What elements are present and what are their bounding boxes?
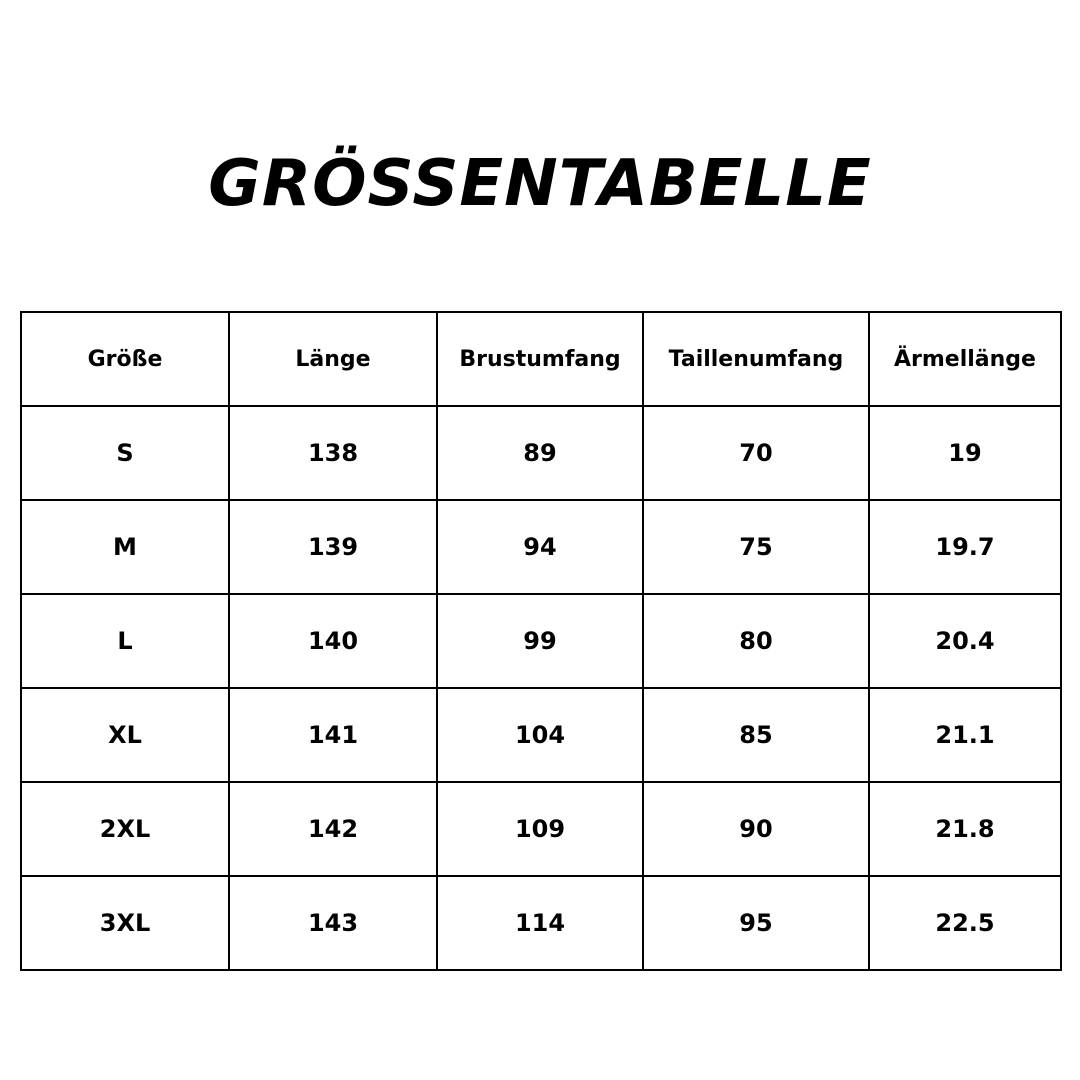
cell-length: 141 [229, 688, 437, 782]
table-header-row [21, 312, 1061, 406]
cell-size: 3XL [21, 876, 229, 970]
cell-waist: 85 [643, 688, 869, 782]
size-chart-table [20, 311, 1062, 971]
cell-size: XL [21, 688, 229, 782]
cell-size: S [21, 406, 229, 500]
page-title: GRÖSSENTABELLE [208, 147, 872, 221]
header-length: Länge [229, 312, 437, 406]
cell-size: 2XL [21, 782, 229, 876]
cell-sleeve: 22.5 [869, 876, 1061, 970]
cell-sleeve: 20.4 [869, 594, 1061, 688]
header-chest: Brustumfang [437, 312, 643, 406]
cell-chest: 109 [437, 782, 643, 876]
header-waist: Taillenumfang [643, 312, 869, 406]
cell-length: 139 [229, 500, 437, 594]
cell-sleeve: 19.7 [869, 500, 1061, 594]
header-size: Größe [21, 312, 229, 406]
header-sleeve: Ärmellänge [869, 312, 1061, 406]
table-row [21, 500, 1061, 594]
table-row [21, 688, 1061, 782]
cell-waist: 75 [643, 500, 869, 594]
cell-chest: 94 [437, 500, 643, 594]
cell-chest: 99 [437, 594, 643, 688]
table-row [21, 406, 1061, 500]
cell-waist: 80 [643, 594, 869, 688]
cell-length: 143 [229, 876, 437, 970]
table-row [21, 782, 1061, 876]
cell-sleeve: 21.1 [869, 688, 1061, 782]
cell-sleeve: 19 [869, 406, 1061, 500]
cell-size: M [21, 500, 229, 594]
cell-length: 140 [229, 594, 437, 688]
cell-waist: 70 [643, 406, 869, 500]
cell-size: L [21, 594, 229, 688]
cell-chest: 114 [437, 876, 643, 970]
cell-chest: 104 [437, 688, 643, 782]
cell-chest: 89 [437, 406, 643, 500]
cell-length: 142 [229, 782, 437, 876]
table-row [21, 594, 1061, 688]
cell-waist: 90 [643, 782, 869, 876]
cell-sleeve: 21.8 [869, 782, 1061, 876]
table-row [21, 876, 1061, 970]
cell-length: 138 [229, 406, 437, 500]
cell-waist: 95 [643, 876, 869, 970]
